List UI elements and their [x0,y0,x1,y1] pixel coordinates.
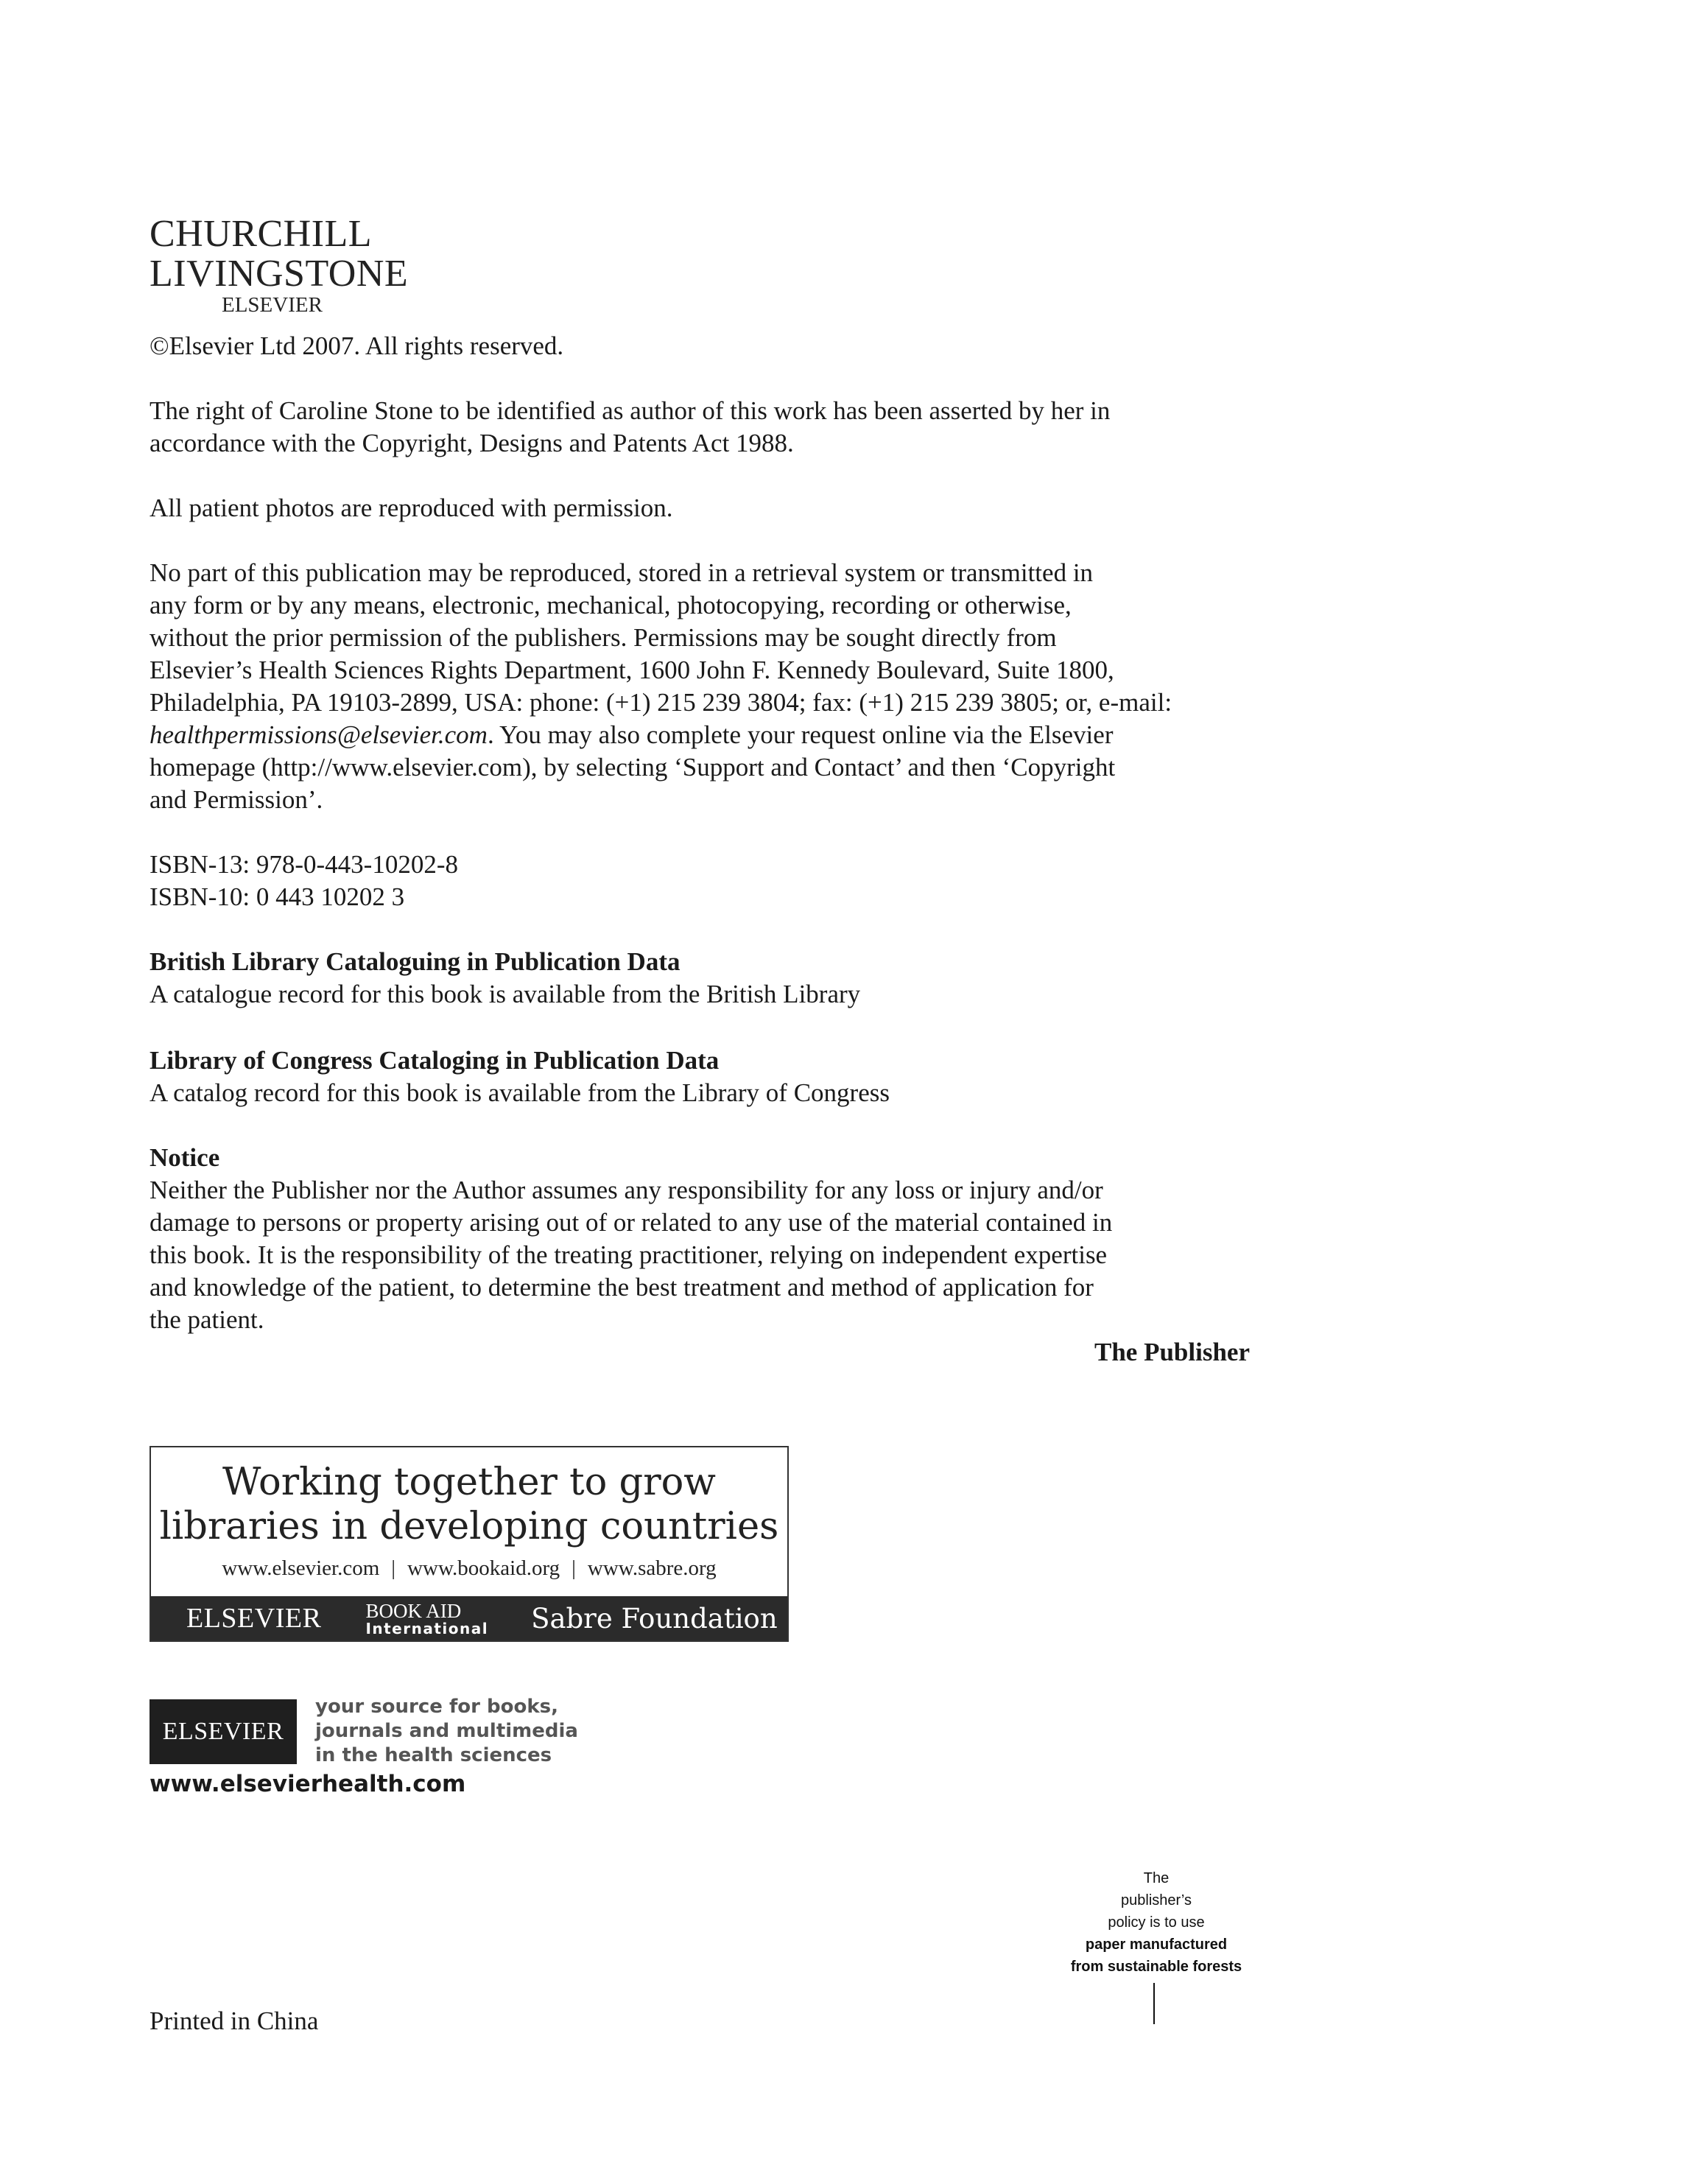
printed-in: Printed in China [150,2006,319,2035]
permissions-email[interactable]: healthpermissions@elsevier.com [150,720,488,749]
forest-policy-line: publisher’s [1121,1892,1192,1909]
notice-line: this book. It is the responsibility of the treating practitioner, relying on independent expertise [150,1240,1108,1269]
permissions-line: Philadelphia, PA 19103-2899, USA: phone: (+1) 215 239 3804; fax: (+1) 215 239 3805; or, e-mail: [150,688,1172,717]
permissions-email-line [150,719,1254,751]
permissions-line: No part of this publication may be reproduced, stored in a retrieval system or transmitted in [150,558,1094,587]
copyright-notice [150,330,1254,362]
notice-heading: Notice [150,1143,220,1172]
book-aid-title [151,1461,787,1549]
book-aid-title-line-2: libraries in developing countries [159,1505,779,1548]
isbn-13: ISBN-13: 978-0-443-10202-8 [150,850,458,879]
elsevier-health-tagline [315,1695,578,1768]
book-aid-banner [150,1446,789,1642]
forest-policy-line: The [1143,1870,1170,1886]
author-right-line: accordance with the Copyright, Designs and Patents Act 1988. [150,429,794,457]
author-right-paragraph [150,395,1254,460]
imprint-line-3: ELSEVIER [222,293,323,317]
library-of-congress-text: A catalog record for this book is available from the Library of Congress [150,1078,890,1107]
permissions-line: without the prior permission of the publishers. Permissions may be sought directly from [150,623,1057,652]
bookaid-link[interactable]: www.bookaid.org [407,1556,560,1580]
isbn-block [150,849,1254,913]
elsevier-health-logo: ELSEVIER [150,1699,297,1764]
photos-note [150,492,1254,524]
tree-trunk-line [1153,1983,1155,2024]
notice-line: Neither the Publisher nor the Author assumes any responsibility for any loss or injury and/or [150,1176,1103,1204]
british-library-block [150,946,1254,1011]
elsevier-health-url[interactable]: www.elsevierhealth.com [150,1771,466,1797]
forest-policy-bold-line: paper manufactured [1085,1937,1228,1953]
forest-policy-bold-line: from sustainable forests [1070,1959,1242,1975]
copyright-line: ©Elsevier Ltd 2007. All rights reserved. [150,331,564,360]
british-library-text: A catalogue record for this book is available from the British Library [150,980,861,1008]
forest-policy-line: policy is to use [1108,1914,1205,1931]
notice-line: the patient. [150,1305,264,1334]
imprint-line-2: LIVINGSTONE [150,253,409,295]
link-separator: | [572,1556,576,1580]
book-aid-links [151,1556,787,1581]
tagline-line: journals and multimedia [315,1720,578,1742]
isbn-10: ISBN-10: 0 443 10202 3 [150,882,405,911]
publisher-signature: The Publisher [1094,1338,1250,1366]
permissions-line: any form or by any means, electronic, mechanical, photocopying, recording or otherwise, [150,591,1072,619]
notice-block [150,1142,1254,1369]
tagline-line: in the health sciences [315,1744,552,1766]
british-library-heading: British Library Cataloguing in Publication Data [150,947,681,976]
notice-line: and knowledge of the patient, to determine the best treatment and method of application for [150,1273,1094,1302]
author-right-line: The right of Caroline Stone to be identified as author of this work has been asserted by her in [150,396,1111,425]
book-aid-logo-top: BOOK AID [365,1599,462,1622]
photos-note-text: All patient photos are reproduced with permission. [150,494,673,522]
book-aid-logo-bar [151,1596,787,1640]
book-aid-title-line-1: Working together to grow [222,1461,716,1504]
imprint-line-1: CHURCHILL [150,213,373,255]
book-aid-logo [365,1601,488,1636]
library-of-congress-block [150,1044,1254,1109]
sabre-foundation-logo: Sabre Foundation [531,1602,778,1635]
library-of-congress-heading: Library of Congress Cataloging in Publication Data [150,1046,720,1075]
sabre-link[interactable]: www.sabre.org [587,1556,717,1580]
link-separator: | [391,1556,396,1580]
tagline-line: your source for books, [315,1696,558,1718]
book-aid-logo-bottom: International [365,1619,489,1637]
elsevier-logo: ELSEVIER [186,1603,322,1634]
churchill-livingstone-logo [150,215,408,316]
notice-line: damage to persons or property arising out of or related to any use of the material contained in [150,1208,1113,1237]
permissions-line: and Permission’. [150,785,323,814]
permissions-line: Elsevier’s Health Sciences Rights Department, 1600 John F. Kennedy Boulevard, Suite 1800, [150,656,1114,684]
permissions-line: homepage (http://www.elsevier.com), by selecting ‘Support and Contact’ and then ‘Copyright [150,753,1116,782]
permissions-after-email: . You may also complete your request online via the Elsevier [487,720,1114,749]
permissions-paragraph [150,557,1254,816]
elsevier-link[interactable]: www.elsevier.com [222,1556,380,1580]
forest-policy-note [1053,1867,1259,1978]
